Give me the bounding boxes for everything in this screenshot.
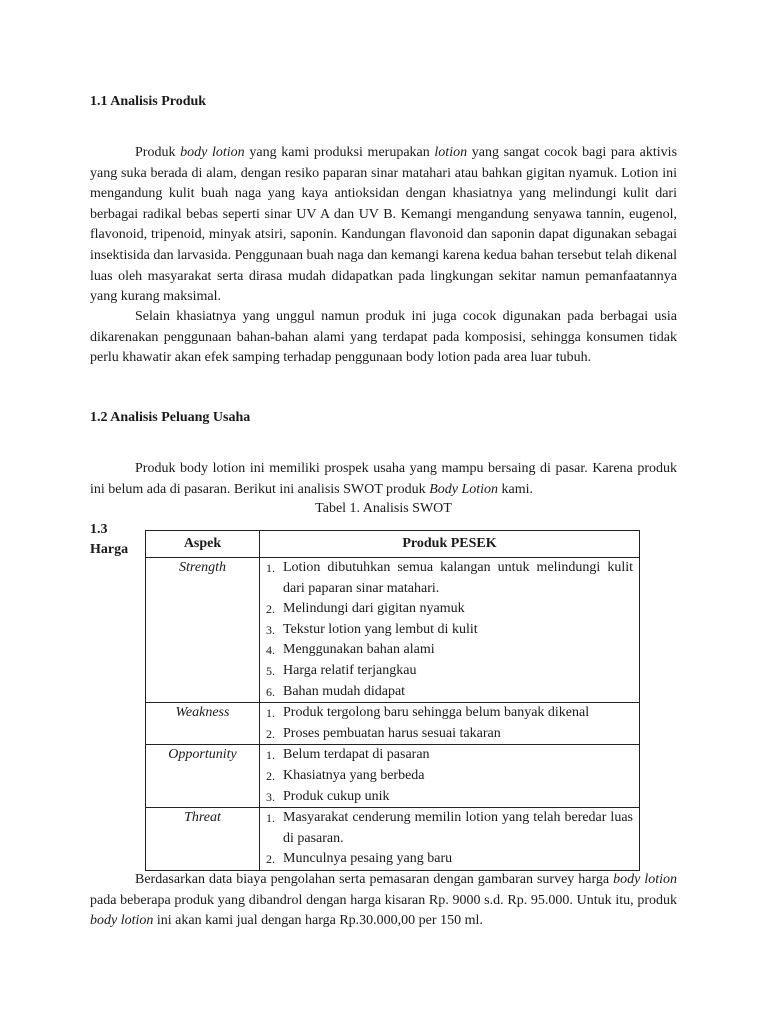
paragraph-harga <box>90 870 677 932</box>
text-run: Selain khasiatnya yang unggul namun produk ini juga cocok digunakan pada berbagai usia dikarenakan penggunaan bahan-bahan alami yang terdapat pada komposisi, sehingga konsumen tidak perlu khawatir akan efek samping terhadap penggunaan body lotion pada area luar tubuh. <box>90 309 677 366</box>
item-text: Menggunakan bahan alami <box>283 642 435 658</box>
heading-analisis-peluang-usaha: 1.2 Analisis Peluang Usaha <box>90 410 251 425</box>
text-run: pada beberapa produk yang dibandrol dengan harga kisaran Rp. 9000 s.d. Rp. 95.000. Untuk itu, produk <box>90 892 677 908</box>
header-produk: Produk PESEK <box>260 531 640 558</box>
text-run: ini akan kami jual dengan harga Rp.30.000,00 per 150 ml. <box>153 913 483 929</box>
item-number: 3. <box>266 622 275 637</box>
item-list <box>266 808 633 870</box>
table-row <box>146 558 640 703</box>
paragraph-prospek <box>90 459 677 500</box>
item-number: 6. <box>266 684 275 699</box>
item-text: Masyarakat cenderung memilin lotion yang telah beredar luas di pasaran. <box>283 810 633 846</box>
aspek-cell: Threat <box>146 808 260 871</box>
header-aspek: Aspek <box>146 531 260 558</box>
paragraph-text <box>90 459 677 500</box>
produk-cell <box>260 703 640 745</box>
item-number: 5. <box>266 663 275 678</box>
table-caption: Tabel 1. Analisis SWOT <box>315 501 452 516</box>
produk-cell <box>260 808 640 871</box>
item-text: Munculnya pesaing yang baru <box>283 851 453 867</box>
item-text: Bahan mudah didapat <box>283 683 406 699</box>
list-item <box>266 661 633 682</box>
table-row <box>146 703 640 745</box>
produk-cell <box>260 745 640 808</box>
item-number: 2. <box>266 726 275 741</box>
produk-cell <box>260 558 640 703</box>
item-list <box>266 558 633 702</box>
list-item <box>266 808 633 849</box>
list-item <box>266 703 633 724</box>
list-item <box>266 620 633 641</box>
item-number: 2. <box>266 602 275 617</box>
list-item <box>266 599 633 620</box>
item-number: 1. <box>266 811 275 826</box>
paragraph-text <box>90 143 677 308</box>
text-run: Produk <box>135 145 181 160</box>
item-text: Belum terdapat di pasaran <box>283 747 430 763</box>
list-item <box>266 849 633 870</box>
italic-term: body lotion <box>90 913 154 929</box>
item-number: 4. <box>266 643 275 658</box>
aspek-cell: Strength <box>146 558 260 703</box>
italic-term: lotion <box>434 145 468 160</box>
aspek-cell: Opportunity <box>146 745 260 808</box>
text-run: kami. <box>498 481 534 497</box>
item-text: Proses pembuatan harus sesuai takaran <box>283 725 501 741</box>
paragraph-produk-intro <box>90 143 677 308</box>
paragraph-text <box>90 307 677 369</box>
list-item <box>266 558 633 599</box>
swot-table <box>145 530 640 871</box>
item-number: 1. <box>266 561 275 575</box>
list-item <box>266 682 633 703</box>
list-item <box>266 724 633 745</box>
paragraph-khasiat <box>90 307 677 369</box>
table-header-row <box>146 531 640 558</box>
italic-term: body lotion <box>613 872 677 887</box>
item-number: 1. <box>266 748 275 763</box>
item-text: Produk tergolong baru sehingga belum banyak dikenal <box>283 705 590 721</box>
table-row <box>146 745 640 808</box>
item-text: Tekstur lotion yang lembut di kulit <box>283 621 478 637</box>
text-run: yang kami produksi merupakan <box>244 145 435 160</box>
item-list <box>266 703 633 744</box>
item-text: Produk cukup unik <box>283 788 390 804</box>
list-item <box>266 640 633 661</box>
item-text: Khasiatnya yang berbeda <box>283 767 425 783</box>
heading-harga: 1.3 Harga <box>90 522 129 557</box>
item-number: 2. <box>266 852 275 867</box>
item-number: 2. <box>266 768 275 783</box>
list-item <box>266 745 633 766</box>
item-text: Harga relatif terjangkau <box>283 662 417 678</box>
item-number: 1. <box>266 706 275 721</box>
table-row <box>146 808 640 871</box>
item-list <box>266 745 633 807</box>
paragraph-text <box>90 870 677 932</box>
item-text: Lotion dibutuhkan semua kalangan untuk melindungi kulit dari paparan sinar matahari. <box>283 560 633 596</box>
aspek-cell: Weakness <box>146 703 260 745</box>
list-item <box>266 787 633 808</box>
text-run: yang sangat cocok bagi para aktivis yang suka berada di alam, dengan resiko paparan sinar matahari atau bahkan gigitan nyamuk. Lotion ini mengandung kulit buah naga yang kaya antioksidan dengan khasiatnya yang melindungi kulit dari berbagai radikal bebas seperti sinar UV A dan UV B. Kemangi mengandung senyawa tannin, eugenol, flavonoid, tripenoid, minyak atsiri, saponin. Kandungan flavonoid dan saponin dapat digunakan sebagai insektisida dan larvasida. Penggunaan buah naga dan kemangi karena kedua bahan tersebut telah dikenal luas oleh masyarakat serta dirasa mudah didapatkan pada lingkungan sekitar namun pemanfaatannya yang kurang maksimal. <box>90 145 678 305</box>
item-text: Melindungi dari gigitan nyamuk <box>283 601 465 617</box>
heading-analisis-produk: 1.1 Analisis Produk <box>90 94 207 109</box>
text-run: Berdasarkan data biaya pengolahan serta pemasaran dengan gambaran survey harga <box>135 872 614 887</box>
list-item <box>266 766 633 787</box>
text-run: Produk body lotion ini memiliki prospek usaha yang mampu bersaing di pasar. Karena produk ini belum ada di pasaran. Berikut ini analisis SWOT produk <box>90 461 677 497</box>
italic-term: body lotion <box>180 145 245 160</box>
italic-term: Body Lotion <box>429 481 499 497</box>
item-number: 3. <box>266 789 275 804</box>
